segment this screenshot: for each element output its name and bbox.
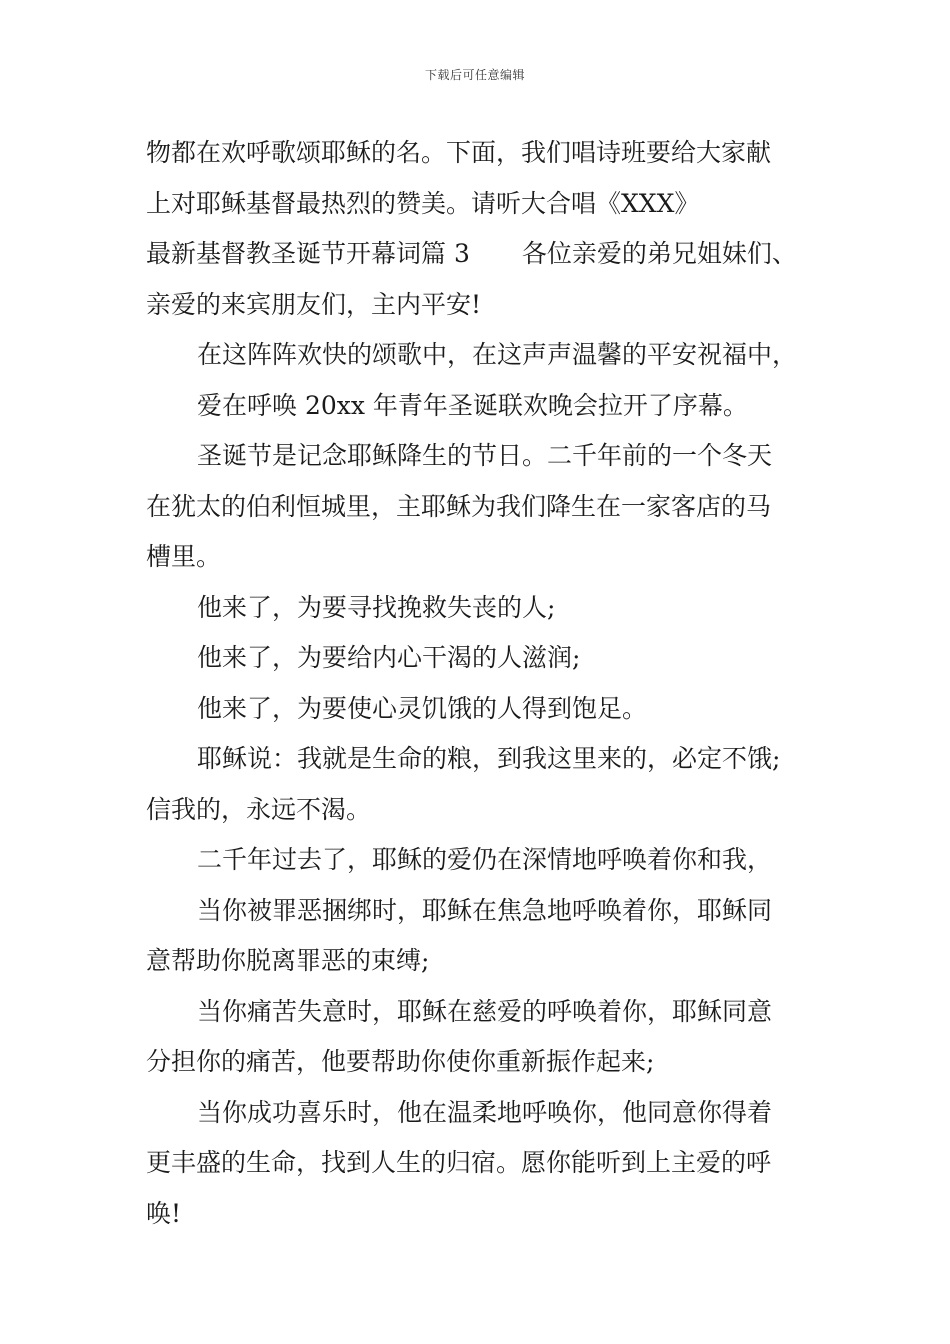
paragraph-line: 当你成功喜乐时，他在温柔地呼唤你，他同意你得着: [197, 1097, 773, 1127]
paragraph-line: 二千年过去了，耶稣的爱仍在深情地呼唤着你和我，: [197, 845, 773, 874]
greeting-text: 各位亲爱的弟兄姐妹们、: [521, 239, 797, 268]
text-line: 物都在欢呼歌颂耶稣的名。下面，我们唱诗班要给大家献: [146, 138, 772, 167]
paragraph-line: 在这阵阵欢快的颂歌中，在这声声温馨的平安祝福中，: [197, 340, 798, 369]
paragraph-line: 他来了，为要使心灵饥饿的人得到饱足。: [197, 693, 648, 723]
text-line: 意帮助你脱离罪恶的束缚;: [146, 946, 430, 975]
paragraph-line: 耶稣说：我就是生命的粮，到我这里来的，必定不饿;: [197, 744, 781, 773]
text-line: 在犹太的伯利恒城里，主耶稣为我们降生在一家客店的马: [146, 491, 772, 521]
section-title: 最新基督教圣诞节开幕词篇 3: [146, 239, 470, 268]
paragraph-line: 他来了，为要给内心干渴的人滋润;: [197, 643, 581, 672]
paragraph-line: 当你被罪恶捆绑时，耶稣在焦急地呼唤着你，耶稣同: [197, 895, 773, 925]
text-line: 上对耶稣基督最热烈的赞美。请听大合唱《XXX》: [146, 188, 700, 218]
text-line: 更丰盛的生命，找到人生的归宿。愿你能听到上主爱的呼: [146, 1148, 772, 1177]
page-header-note: 下载后可任意编辑: [424, 68, 525, 82]
paragraph-line: 当你痛苦失意时，耶稣在慈爱的呼唤着你，耶稣同意: [197, 996, 773, 1026]
section-title-line: [146, 229, 814, 280]
document-body: [146, 128, 814, 1239]
paragraph-line: 他来了，为要寻找挽救失丧的人;: [197, 592, 556, 622]
text-line: 信我的，永远不渴。: [146, 794, 372, 824]
text-line: 槽里。: [146, 542, 222, 571]
paragraph-line: 圣诞节是记念耶稣降生的节日。二千年前的一个冬天: [197, 441, 773, 470]
text-line: 分担你的痛苦，他要帮助你使你重新振作起来;: [146, 1047, 655, 1076]
paragraph-line: 爱在呼唤 20xx 年青年圣诞联欢晚会拉开了序幕。: [197, 390, 748, 420]
text-line: 唤!: [146, 1198, 182, 1228]
text-line: 亲爱的来宾朋友们，主内平安!: [146, 289, 482, 319]
